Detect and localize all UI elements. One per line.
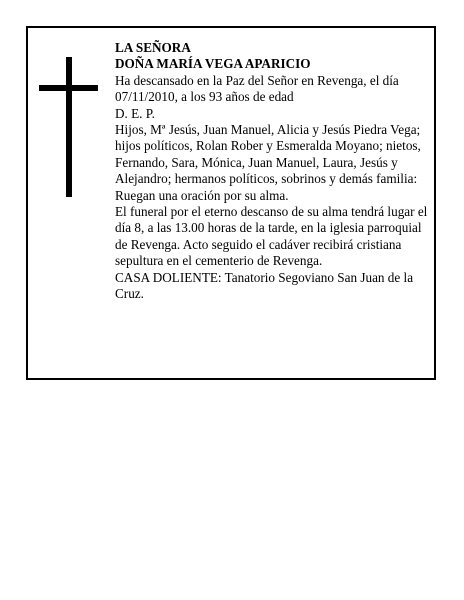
obituary-notice [26,26,436,380]
prayer-request: Ruegan una oración por su alma. [115,187,289,203]
rip-abbreviation: D. E. P. [115,105,155,121]
deceased-name: DOÑA MARÍA VEGA APARICIO [115,56,311,72]
cross-horizontal-bar [39,85,98,91]
family-list: Hijos, Mª Jesús, Juan Manuel, Alicia y Jesús Piedra Vega; hijos políticos, Rolan Rober y Esmeralda Moyano; nietos, Fernando, Sara, Mónica, Juan Manuel, Laura, Jesús y Alejandro; hermanos políticos, sobrinos y demás familia: [115,122,421,187]
cross-vertical-bar [66,57,72,197]
funeral-details: El funeral por el eterno descanso de su alma tendrá lugar el día 8, a las 13.00 horas de la tarde, en la iglesia parroquial de Revenga. Acto seguido el cadáver recibirá cristiana sepultura en el cementerio de Revenga. [115,204,428,269]
notice-heading-title: LA SEÑORA [115,40,191,55]
mourning-house: CASA DOLIENTE: Tanatorio Segoviano San Juan de la Cruz. [115,269,414,302]
death-announcement: Ha descansado en la Paz del Señor en Revenga, el día 07/11/2010, a los 93 años de edad [115,72,399,105]
notice-text [115,40,433,303]
